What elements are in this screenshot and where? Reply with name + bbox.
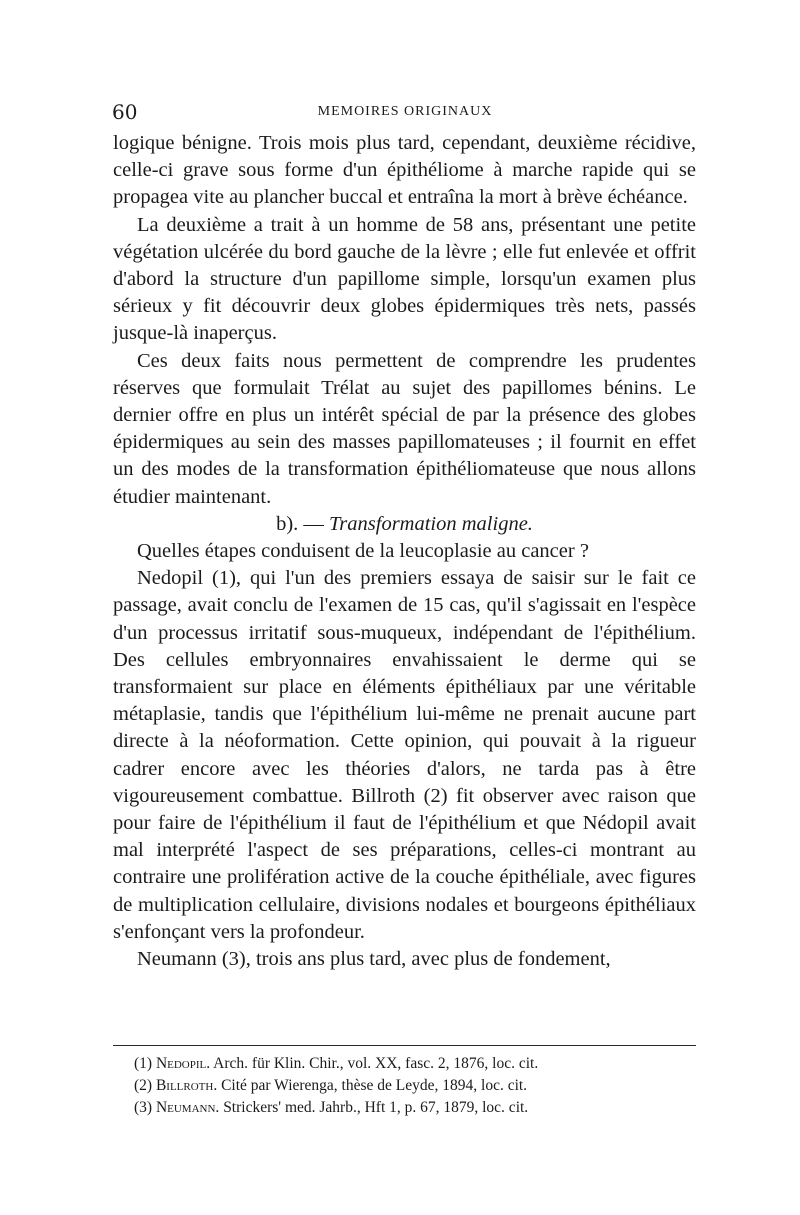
footnote-text: Cité par Wierenga, thèse de Leyde, 1894, loc. cit. [221,1077,528,1094]
footnote-number: (3) [134,1099,153,1116]
section-label: b). — [276,512,324,535]
section-heading [113,511,696,538]
footnote-item [134,1053,694,1075]
paragraph: Neumann (3), trois ans plus tard, avec plus de fondement, [137,948,611,971]
footnote-divider [113,1045,696,1046]
footnote-text: Strickers' med. Jahrb., Hft 1, p. 67, 1879, loc. cit. [223,1099,529,1116]
footnote-author: Neumann. [155,1099,220,1116]
footnote-text: Arch. für Klin. Chir., vol. XX, fasc. 2, 1876, loc. cit. [213,1055,539,1072]
footnote-item [134,1097,694,1119]
footnote-author: Nedopil. [155,1055,211,1072]
paragraph: Ces deux faits nous permettent de comprendre les prudentes réserves que formulait Trélat au sujet des papillomes bénins. Le dernier offre en plus un intérêt spécial de par la présence des globes épidermiques au sein des masses papillomateuses ; il fournit en effet un des modes de la transformation épithéliomateuse que nous allons étudier maintenant. [113,349,696,508]
paragraph: Nedopil (1), qui l'un des premiers essaya de saisir sur le fait ce passage, avait conclu de l'examen de 15 cas, qu'il s'agissait en l'espèce d'un processus irritatif sous-muqueux, indépendant de l'épithélium. Des cellules embryonnaires envahissaient le derme qui se transformaient sur place en éléments épithéliaux par une véritable métaplasie, tandis que l'épithélium lui-même ne prenait aucune part directe à la néoformation. Cette opinion, qui pouvait à la rigueur cadrer encore avec les théories d'alors, ne tarda pas à être vigoureusement combattue. Billroth (2) fit observer avec raison que pour faire de l'épithélium il faut de l'épithélium et que Nédopil avait mal interprété l'aspect de ses préparations, celles-ci montrant au contraire une prolifération active de la couche épithéliale, avec figures de multiplication cellulaire, divisions nodales et bourgeons épithéliaux s'enfonçant vers la profondeur. [113,567,696,943]
running-title: MEMOIRES ORIGINAUX [317,104,493,119]
paragraph: logique bénigne. Trois mois plus tard, cependant, deuxième récidive, celle-ci grave sous forme d'un épithéliome à marche rapide qui se propagea vite au plancher buccal et entraîna la mort à brève échéance. [113,132,696,209]
footnotes [134,1053,694,1119]
footnote-item [134,1075,694,1097]
footnote-number: (1) [134,1055,153,1072]
footnote-number: (2) [134,1077,153,1094]
paragraph: La deuxième a trait à un homme de 58 ans, présentant une petite végétation ulcérée du bord gauche de la lèvre ; elle fut enlevée et offrit d'abord la structure d'un papillome simple, lorsqu'un examen plus sérieux y fit découvrir deux globes épidermiques très nets, passés jusque-là inaperçus. [113,213,696,345]
page-number: 60 [112,100,138,124]
body-text [113,130,696,973]
paragraph: Quelles étapes conduisent de la leucoplasie au cancer ? [137,540,589,563]
footnote-author: Billroth. [155,1077,218,1094]
section-title: Transformation maligne. [329,512,533,535]
page-header [112,96,698,126]
